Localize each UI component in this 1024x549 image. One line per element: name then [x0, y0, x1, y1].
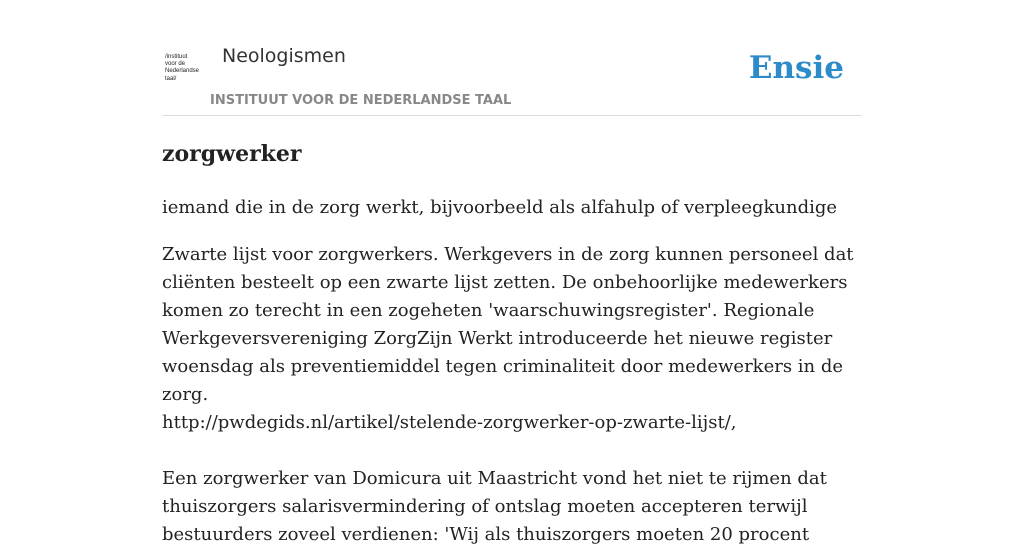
institute-logo[interactable] — [165, 54, 207, 90]
institute-name: INSTITUUT VOOR DE NEDERLANDSE TAAL — [210, 93, 512, 108]
header — [162, 0, 862, 116]
example-quote: Een zorgwerker van Domicura uit Maastricht vond het niet te rijmen dat thuiszorgers salarisvermindering of ontslag moeten accepteren terwijl bestuurders zoveel verdienen: 'Wij als thuiszorgers moeten 20 procent — [162, 468, 827, 545]
logo-line: voor de — [165, 61, 186, 68]
headword: zorgwerker — [162, 141, 302, 167]
example-quote: Zwarte lijst voor zorgwerkers. Werkgevers in de zorg kunnen personeel dat cliënten besteelt op een zwarte lijst zetten. De onbehoorlijke medewerkers komen zo terecht in een zogeheten 'waarschuwingsregister'. Regionale Werkgeversvereniging ZorgZijn Werkt introduceerde het nieuwe register woensdag als preventiemiddel tegen criminaliteit door medewerkers in de zorg. http://pwdegids.nl/artikel/stelende-zorgwerker-op-zwarte-lijst/, — [162, 244, 854, 433]
logo-line: taal/ — [165, 75, 177, 82]
entry-content — [162, 136, 862, 549]
dictionary-title-link[interactable]: Neologismen — [222, 45, 346, 67]
ensie-logo-link[interactable]: Ensie — [748, 50, 844, 86]
logo-line: /instituut — [165, 54, 188, 60]
logo-line: Nederlandse — [165, 68, 200, 75]
definition: iemand die in de zorg werkt, bijvoorbeeld als alfahulp of verpleegkundige — [162, 197, 838, 218]
